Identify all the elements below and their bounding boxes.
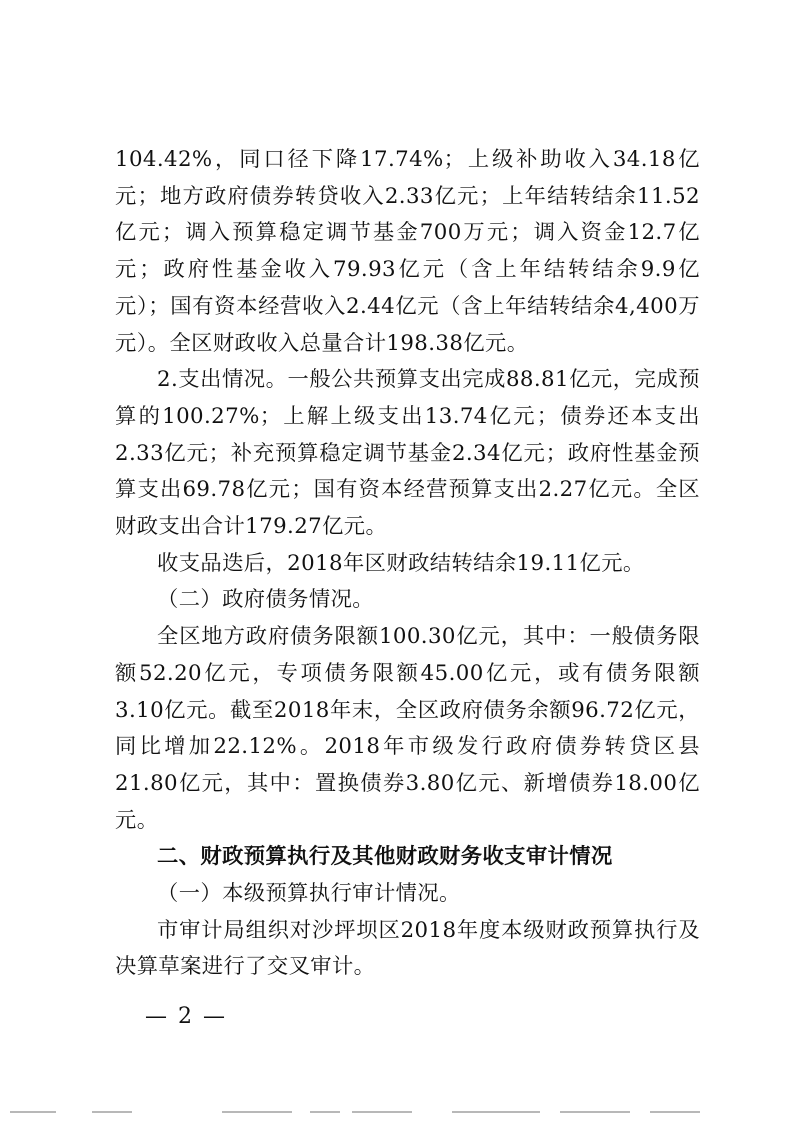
section-heading-audit: 二、财政预算执行及其他财政财务收支审计情况 (157, 844, 613, 870)
paragraph-debt: 全区地方政府债务限额100.30亿元，其中：一般债务限额52.20亿元，专项债务限额45.00亿元，或有债务限额3.10亿元。截至2018年末，全区政府债务余额96.72亿元，同比增加22.12%。2018年市级发行政府债券转贷区县21.80亿元，其中：置换债券3.80亿元、新增债券18.00亿元。 (115, 624, 700, 833)
paragraph-expenditure: 2.支出情况。一般公共预算支出完成88.81亿元，完成预算的100.27%；上解上级支出13.74亿元；债券还本支出2.33亿元；补充预算稳定调节基金2.34亿元；政府性基金预算支出69.78亿元；国有资本经营预算支出2.27亿元。全区财政支出合计179.27亿元。 (115, 367, 700, 540)
scan-artifact-strip (0, 1108, 793, 1116)
paragraph-audit: 市审计局组织对沙坪坝区2018年度本级财政预算执行及决算草案进行了交叉审计。 (115, 917, 700, 980)
paragraph-balance: 收支品迭后，2018年区财政结转结余19.11亿元。 (157, 550, 645, 576)
page-number: — 2 — (145, 1004, 227, 1029)
document-body (115, 142, 700, 986)
subheading-budget-audit: （一）本级预算执行审计情况。 (157, 881, 461, 907)
subheading-debt: （二）政府债务情况。 (157, 587, 374, 613)
paragraph-income-continuation: 104.42%，同口径下降17.74%；上级补助收入34.18亿元；地方政府债券转贷收入2.33亿元；上年结转结余11.52亿元；调入预算稳定调节基金700万元；调入资金12.7亿元；政府性基金收入79.93亿元（含上年结转结余9.9亿元）；国有资本经营收入2.44亿元（含上年结转结余4,400万元）。全区财政收入总量合计198.38亿元。 (115, 147, 700, 356)
